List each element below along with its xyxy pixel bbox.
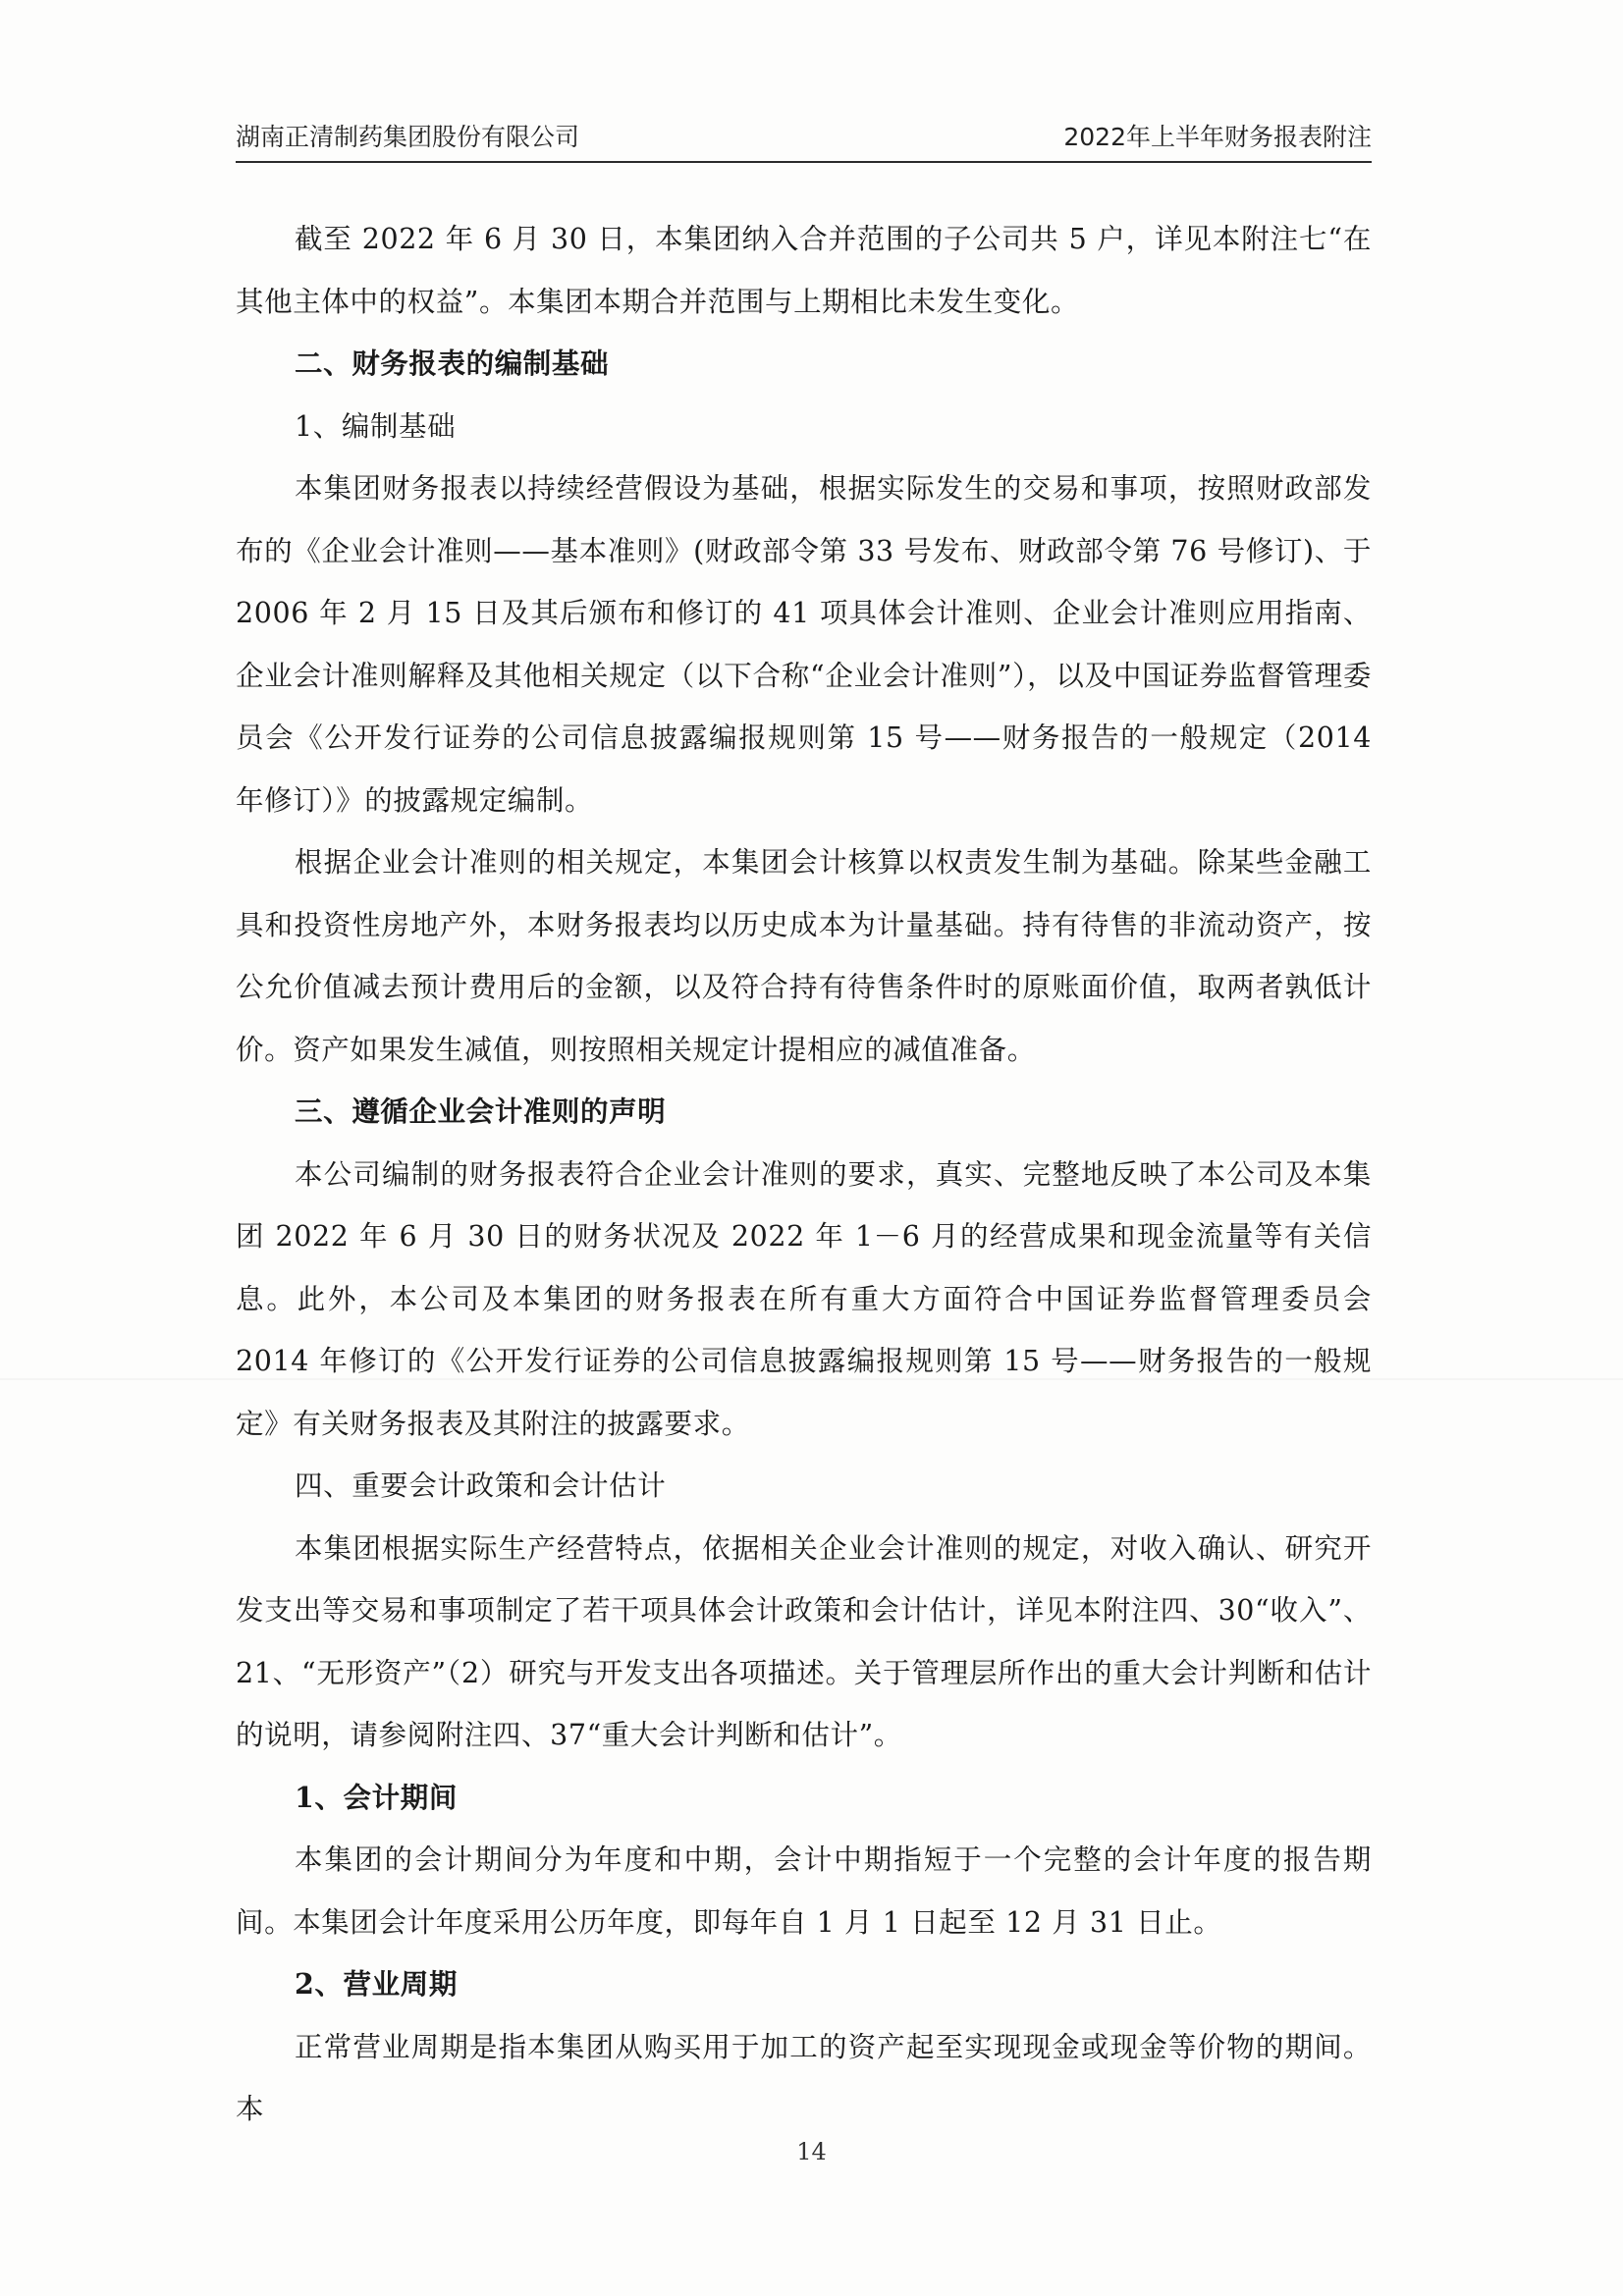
body-content (236, 208, 1372, 2141)
document-title: 2022年上半年财务报表附注 (1063, 123, 1372, 151)
paragraph-preparation-basis: 本集团财务报表以持续经营假设为基础，根据实际发生的交易和事项，按照财政部发布的《企业会计准则——基本准则》(财政部令第 33 号发布、财政部令第 76 号修订)、于 2006 年 2 月 15 日及其后颁布和修订的 41 项具体会计准则、企业会计准则应用指南、企业会计准则解释及其他相关规定（以下合称“企业会计准则”），以及中国证券监督管理委员会《公开发行证券的公司信息披露编报规则第 15 号——财务报告的一般规定（2014 年修订）》的披露规定编制。 (236, 472, 1372, 817)
subsection-heading-operating-cycle: 2、营业周期 (295, 1967, 458, 2001)
company-name: 湖南正清制药集团股份有限公司 (236, 123, 580, 151)
page-number: 14 (796, 2138, 827, 2165)
section-heading-compliance-statement: 三、遵循企业会计准则的声明 (295, 1095, 667, 1128)
subsection-heading-accounting-period: 1、会计期间 (295, 1780, 458, 1814)
paragraph-compliance-statement: 本公司编制的财务报表符合企业会计准则的要求，真实、完整地反映了本公司及本集团 2022 年 6 月 30 日的财务状况及 2022 年 1－6 月的经营成果和现金流量等有关信息。此外，本公司及本集团的财务报表在所有重大方面符合中国证券监督管理委员会 2014 年修订的《公开发行证券的公司信息披露编报规则第 15 号——财务报告的一般规定》有关财务报表及其附注的披露要求。 (236, 1157, 1372, 1440)
section-heading-accounting-policies: 四、重要会计政策和会计估计 (295, 1469, 667, 1502)
paragraph-accounting-basis: 根据企业会计准则的相关规定，本集团会计核算以权责发生制为基础。除某些金融工具和投资性房地产外，本财务报表均以历史成本为计量基础。持有待售的非流动资产，按公允价值减去预计费用后的金额，以及符合持有待售条件时的原账面价值，取两者孰低计价。资产如果发生减值，则按照相关规定计提相应的减值准备。 (236, 846, 1372, 1066)
page-header (236, 116, 1372, 163)
paragraph-accounting-policies: 本集团根据实际生产经营特点，依据相关企业会计准则的规定，对收入确认、研究开发支出等交易和事项制定了若干项具体会计政策和会计估计，详见本附注四、30“收入”、21、“无形资产”（2）研究与开发支出各项描述。关于管理层所作出的重大会计判断和估计的说明，请参阅附注四、37“重大会计判断和估计”。 (236, 1531, 1372, 1751)
section-heading-preparation-basis: 二、财务报表的编制基础 (295, 347, 610, 380)
subsection-heading-basis: 1、编制基础 (295, 409, 457, 443)
paragraph-consolidation-scope: 截至 2022 年 6 月 30 日，本集团纳入合并范围的子公司共 5 户，详见本附注七“在其他主体中的权益”。本集团本期合并范围与上期相比未发生变化。 (236, 223, 1372, 318)
paragraph-accounting-period: 本集团的会计期间分为年度和中期，会计中期指短于一个完整的会计年度的报告期间。本集团会计年度采用公历年度，即每年自 1 月 1 日起至 12 月 31 日止。 (236, 1843, 1372, 1939)
paragraph-operating-cycle: 正常营业周期是指本集团从购买用于加工的资产起至实现现金或现金等价物的期间。本 (236, 2030, 1372, 2125)
